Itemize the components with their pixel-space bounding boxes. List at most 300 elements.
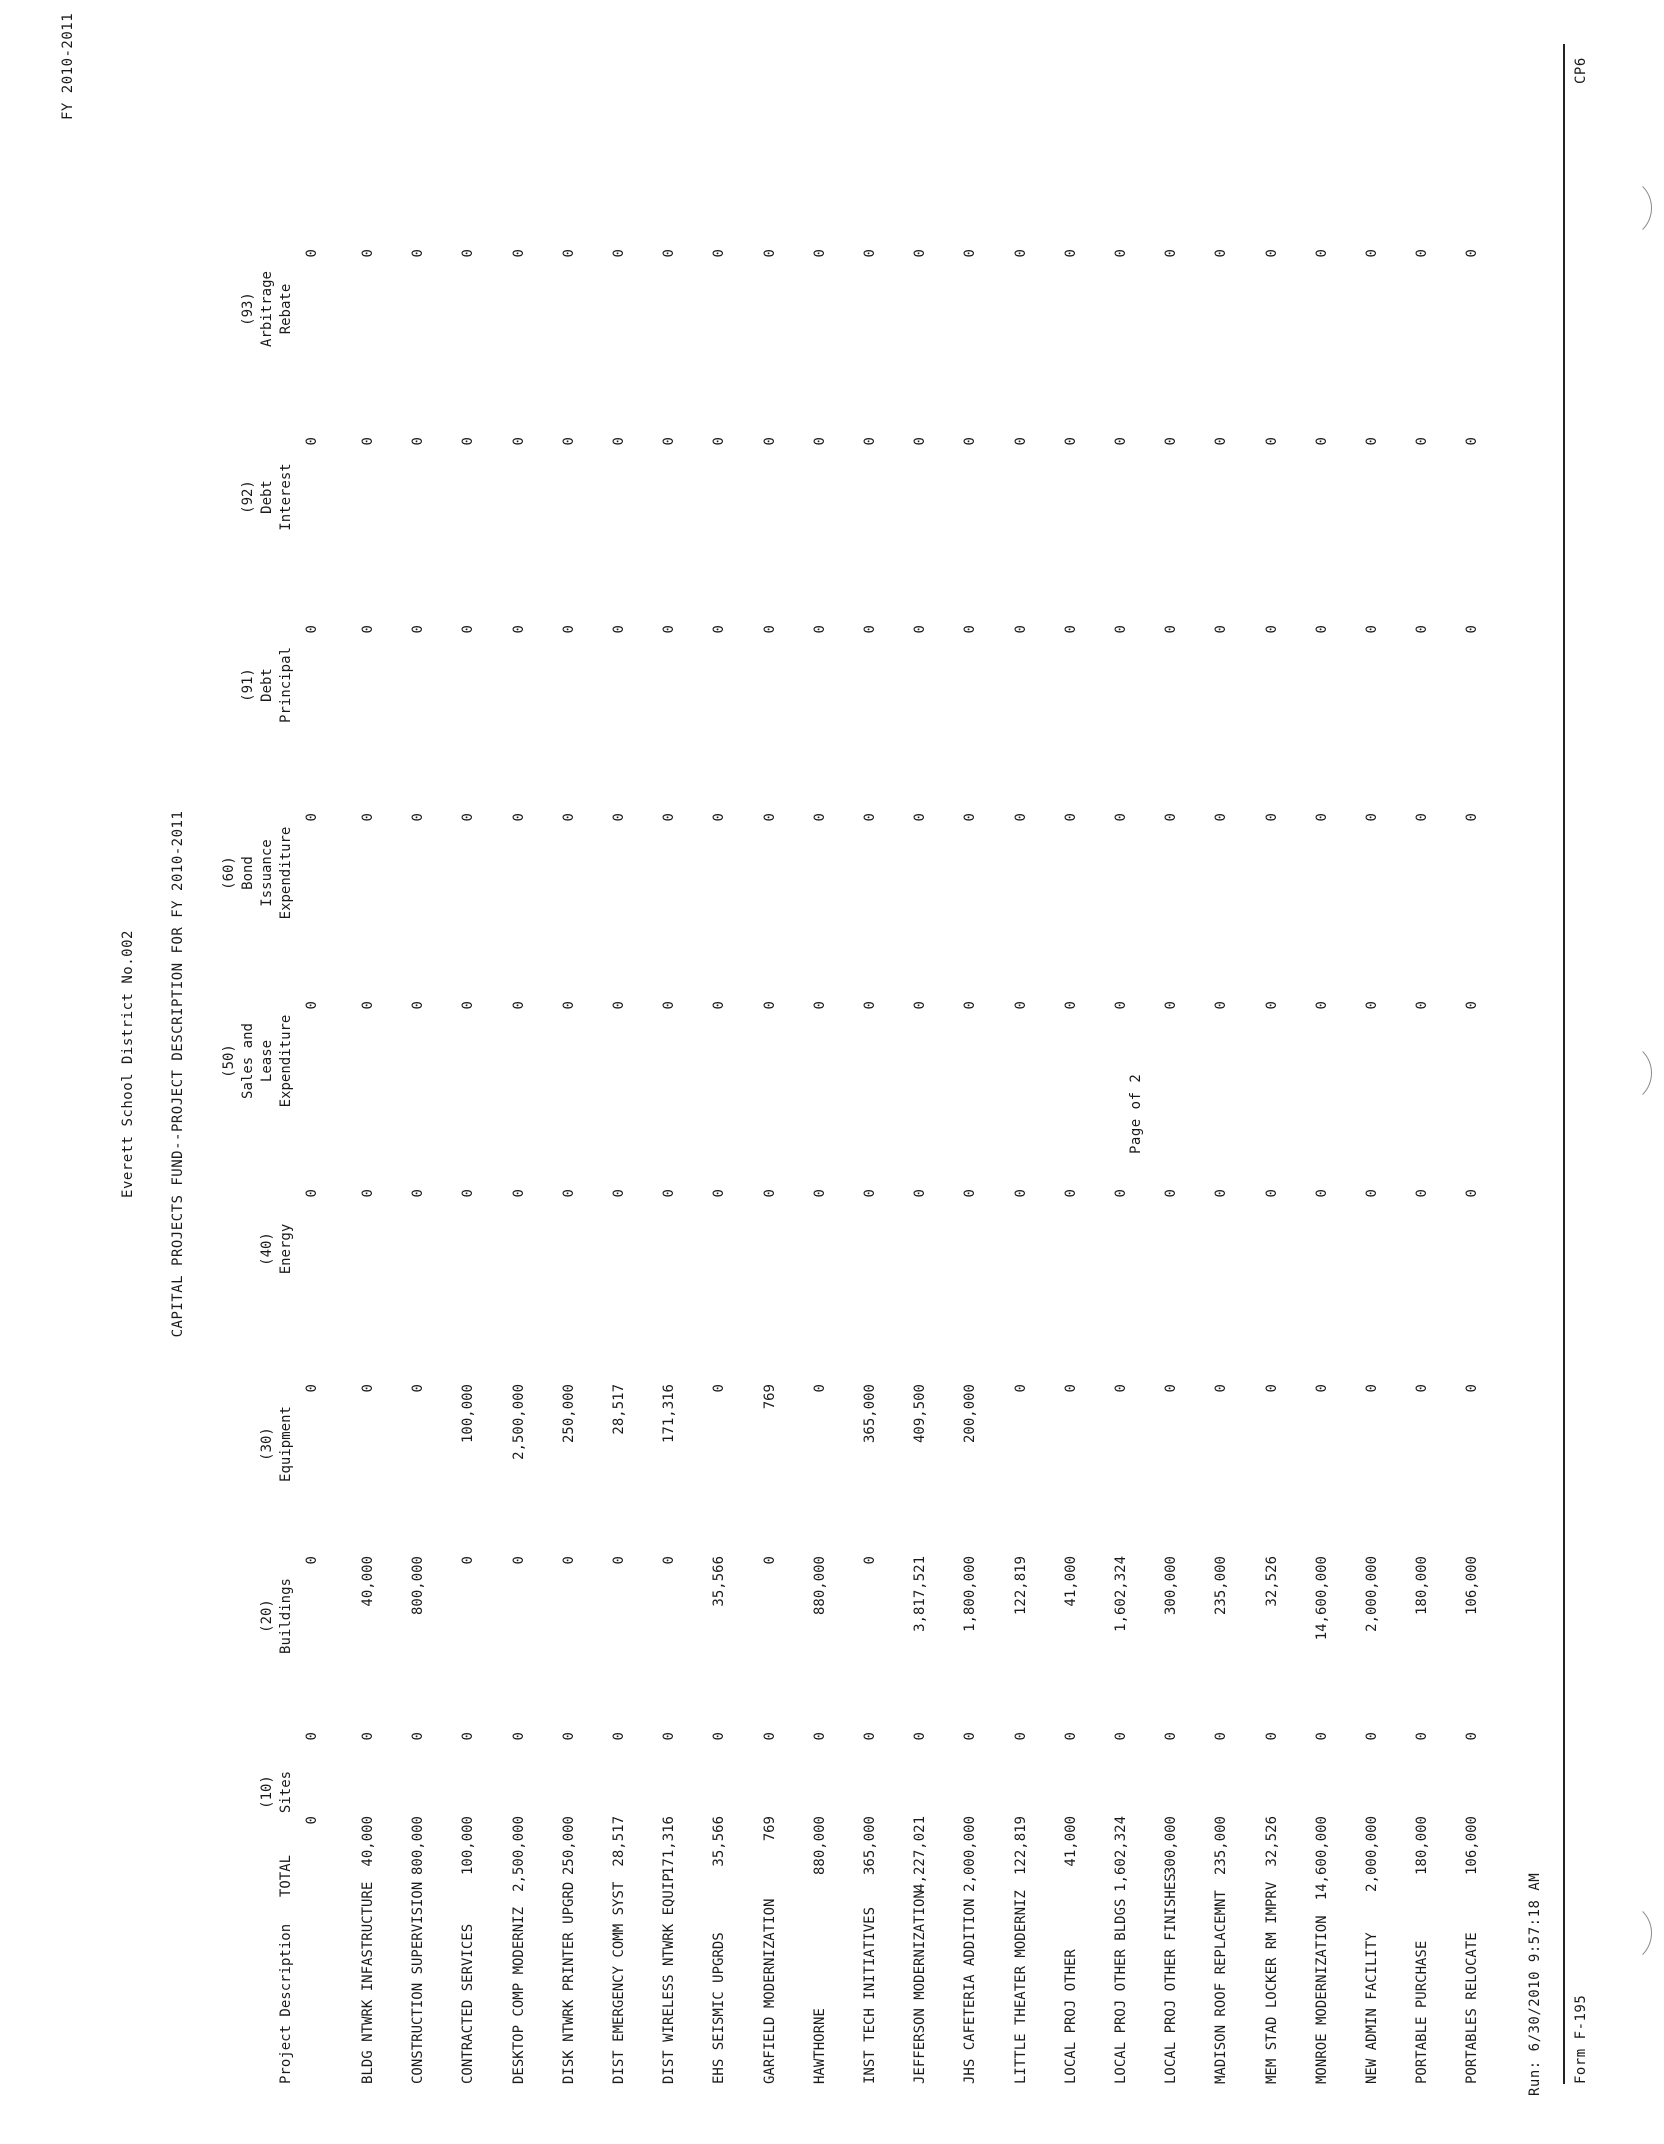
amount-cell-c10: 0 <box>1464 1732 1481 1741</box>
amount-cell-c30: 0 <box>1213 1384 1230 1393</box>
amount-cell-total: 171,316 <box>661 1816 678 1876</box>
amount-cell-c93: 0 <box>912 249 929 258</box>
amount-cell-c10: 0 <box>962 1732 979 1741</box>
amount-cell-c20: 0 <box>661 1556 678 1565</box>
amount-cell-c92: 0 <box>460 437 477 446</box>
amount-cell-c40: 0 <box>912 1189 929 1198</box>
header-zero-cell: 0 <box>304 1001 320 1010</box>
column-header-line: (10) <box>259 1775 275 1809</box>
amount-cell-c92: 0 <box>1062 437 1079 446</box>
amount-cell-c10: 0 <box>510 1732 527 1741</box>
amount-cell-c20: 106,000 <box>1464 1556 1481 1616</box>
amount-cell-c93: 0 <box>1414 249 1431 258</box>
amount-cell-c50: 0 <box>560 1001 577 1010</box>
amount-cell-c91: 0 <box>460 625 477 634</box>
amount-cell-c92: 0 <box>912 437 929 446</box>
amount-cell-c10: 0 <box>1163 1732 1180 1741</box>
amount-cell-c60: 0 <box>811 813 828 822</box>
column-header-c40 <box>258 1169 296 1329</box>
amount-cell-c40: 0 <box>1163 1189 1180 1198</box>
amount-cell-c20: 0 <box>560 1556 577 1565</box>
amount-cell-c92: 0 <box>1012 437 1029 446</box>
amount-cell-c92: 0 <box>1263 437 1280 446</box>
project-description-cell: LOCAL PROJ OTHER FINISHES <box>1163 1873 1180 2084</box>
amount-cell-c10: 0 <box>811 1732 828 1741</box>
amount-cell-c10: 0 <box>1364 1732 1380 1741</box>
amount-cell-c93: 0 <box>1464 249 1481 258</box>
amount-cell-c10: 0 <box>410 1732 427 1741</box>
project-description-cell: GARFIELD MODERNIZATION <box>761 1898 778 2084</box>
amount-cell-c91: 0 <box>1012 625 1029 634</box>
amount-cell-total: 2,000,000 <box>962 1816 979 1892</box>
column-header-line: Sites <box>278 1770 294 1814</box>
amount-cell-c60: 0 <box>1464 813 1481 822</box>
amount-cell-c40: 0 <box>962 1189 979 1198</box>
amount-cell-c40: 0 <box>460 1189 477 1198</box>
amount-cell-total: 41,000 <box>1062 1816 1079 1867</box>
amount-cell-c60: 0 <box>962 813 979 822</box>
footer-code: CP6 <box>1573 57 1589 84</box>
amount-cell-total: 28,517 <box>611 1816 627 1867</box>
amount-cell-c93: 0 <box>1364 249 1380 258</box>
amount-cell-c30: 0 <box>711 1384 728 1393</box>
amount-cell-c40: 0 <box>1213 1189 1230 1198</box>
column-header-line: (91) <box>240 668 256 702</box>
column-header-line: (30) <box>259 1427 275 1461</box>
project-description-cell: CONTRACTED SERVICES <box>460 1923 477 2084</box>
amount-cell-c20: 880,000 <box>811 1556 828 1616</box>
project-description-cell: MEM STAD LOCKER RM IMPRV <box>1263 1881 1280 2084</box>
amount-cell-c91: 0 <box>1364 625 1380 634</box>
header-zero-cell: 0 <box>304 813 320 822</box>
amount-cell-c30: 28,517 <box>611 1384 627 1435</box>
amount-cell-c92: 0 <box>811 437 828 446</box>
column-header-line: Bond <box>240 856 256 890</box>
amount-cell-c92: 0 <box>661 437 678 446</box>
amount-cell-c30: 100,000 <box>460 1384 477 1444</box>
column-header-line: (93) <box>240 292 256 326</box>
amount-cell-c92: 0 <box>862 437 878 446</box>
project-description-cell: JHS CAFETERIA ADDITION <box>962 1898 979 2084</box>
amount-cell-c50: 0 <box>1364 1001 1380 1010</box>
amount-cell-c50: 0 <box>1263 1001 1280 1010</box>
amount-cell-c30: 0 <box>1113 1384 1129 1393</box>
amount-cell-c10: 0 <box>611 1732 627 1741</box>
amount-cell-c10: 0 <box>912 1732 929 1741</box>
amount-cell-c20: 0 <box>761 1556 778 1565</box>
page-number: Page of 2 <box>1128 1073 1144 1154</box>
amount-cell-c30: 0 <box>1414 1384 1431 1393</box>
amount-cell-total: 235,000 <box>1213 1816 1230 1876</box>
amount-cell-c20: 3,817,521 <box>912 1556 929 1632</box>
amount-cell-c93: 0 <box>460 249 477 258</box>
header-zero-cell: 0 <box>304 1816 320 1825</box>
amount-cell-c30: 171,316 <box>661 1384 678 1444</box>
amount-cell-c60: 0 <box>611 813 627 822</box>
amount-cell-c30: 409,500 <box>912 1384 929 1444</box>
project-description-cell: MADISON ROOF REPLACEMNT <box>1213 1890 1230 2084</box>
amount-cell-c20: 0 <box>862 1556 878 1565</box>
amount-cell-c50: 0 <box>1062 1001 1079 1010</box>
amount-cell-c93: 0 <box>360 249 376 258</box>
column-header-line: Equipment <box>278 1406 294 1482</box>
amount-cell-c40: 0 <box>1062 1189 1079 1198</box>
column-header-line: Sales and <box>240 1023 256 1099</box>
amount-cell-c10: 0 <box>661 1732 678 1741</box>
column-header-line: Buildings <box>278 1578 294 1654</box>
project-description-cell: CONSTRUCTION SUPERVISION <box>410 1881 427 2084</box>
amount-cell-c91: 0 <box>1062 625 1079 634</box>
amount-cell-c30: 365,000 <box>862 1384 878 1444</box>
amount-cell-c20: 0 <box>510 1556 527 1565</box>
amount-cell-c93: 0 <box>962 249 979 258</box>
amount-cell-c60: 0 <box>460 813 477 822</box>
fiscal-year-label: FY 2010-2011 <box>60 12 76 120</box>
amount-cell-c20: 1,800,000 <box>962 1556 979 1632</box>
column-header-line: Issuance <box>259 839 275 907</box>
column-header-line: Principal <box>278 647 294 723</box>
amount-cell-c50: 0 <box>1313 1001 1330 1010</box>
amount-cell-c40: 0 <box>1012 1189 1029 1198</box>
amount-cell-total: 769 <box>761 1816 778 1842</box>
amount-cell-c91: 0 <box>410 625 427 634</box>
amount-cell-c91: 0 <box>560 625 577 634</box>
amount-cell-c50: 0 <box>962 1001 979 1010</box>
amount-cell-c60: 0 <box>661 813 678 822</box>
amount-cell-c40: 0 <box>1263 1189 1280 1198</box>
amount-cell-c93: 0 <box>661 249 678 258</box>
column-header-c20 <box>258 1536 296 1696</box>
amount-cell-c40: 0 <box>1113 1189 1129 1198</box>
amount-cell-c50: 0 <box>1163 1001 1180 1010</box>
amount-cell-c10: 0 <box>1012 1732 1029 1741</box>
amount-cell-c20: 180,000 <box>1414 1556 1431 1616</box>
amount-cell-c60: 0 <box>1163 813 1180 822</box>
amount-cell-c50: 0 <box>611 1001 627 1010</box>
amount-cell-total: 122,819 <box>1012 1816 1029 1876</box>
column-header-line: (20) <box>259 1599 275 1633</box>
amount-cell-c60: 0 <box>510 813 527 822</box>
amount-cell-c50: 0 <box>711 1001 728 1010</box>
amount-cell-c93: 0 <box>1313 249 1330 258</box>
amount-cell-c60: 0 <box>1213 813 1230 822</box>
header-zero-cell: 0 <box>304 625 320 634</box>
amount-cell-c40: 0 <box>862 1189 878 1198</box>
amount-cell-c10: 0 <box>711 1732 728 1741</box>
amount-cell-c60: 0 <box>761 813 778 822</box>
amount-cell-c92: 0 <box>510 437 527 446</box>
amount-cell-c91: 0 <box>862 625 878 634</box>
amount-cell-total: 35,566 <box>711 1816 728 1867</box>
project-description-cell: PORTABLE PURCHASE <box>1414 1940 1431 2084</box>
amount-cell-c20: 32,526 <box>1263 1556 1280 1607</box>
amount-cell-c40: 0 <box>510 1189 527 1198</box>
column-header-c60 <box>220 793 296 953</box>
project-description-cell: HAWTHORNE <box>811 2008 828 2084</box>
amount-cell-c60: 0 <box>1364 813 1380 822</box>
column-header-line: (92) <box>240 480 256 514</box>
amount-cell-c93: 0 <box>1163 249 1180 258</box>
column-header-line: Lease <box>259 1039 275 1083</box>
column-header-line: Debt <box>259 668 275 702</box>
amount-cell-c50: 0 <box>1213 1001 1230 1010</box>
column-header-line: (50) <box>221 1044 237 1078</box>
amount-cell-c10: 0 <box>1062 1732 1079 1741</box>
column-header-line: Expenditure <box>278 826 294 920</box>
amount-cell-c93: 0 <box>510 249 527 258</box>
amount-cell-c40: 0 <box>811 1189 828 1198</box>
amount-cell-c93: 0 <box>811 249 828 258</box>
amount-cell-c93: 0 <box>410 249 427 258</box>
amount-cell-c91: 0 <box>1163 625 1180 634</box>
amount-cell-c92: 0 <box>1364 437 1380 446</box>
amount-cell-c91: 0 <box>1213 625 1230 634</box>
amount-cell-c60: 0 <box>410 813 427 822</box>
run-timestamp: Run: 6/30/2010 9:57:18 AM <box>1527 1872 1543 2096</box>
amount-cell-c91: 0 <box>1113 625 1129 634</box>
amount-cell-c40: 0 <box>1313 1189 1330 1198</box>
amount-cell-total: 32,526 <box>1263 1816 1280 1867</box>
project-description-cell: PORTABLES RELOCATE <box>1464 1932 1481 2084</box>
punch-hole-mark <box>1590 1042 1652 1104</box>
amount-cell-c40: 0 <box>661 1189 678 1198</box>
amount-cell-total: 180,000 <box>1414 1816 1431 1876</box>
column-header-line: Rebate <box>278 283 294 335</box>
header-zero-cell: 0 <box>304 249 320 258</box>
amount-cell-c93: 0 <box>611 249 627 258</box>
column-header-line: Interest <box>278 463 294 531</box>
amount-cell-c50: 0 <box>1113 1001 1129 1010</box>
amount-cell-c91: 0 <box>912 625 929 634</box>
amount-cell-c30: 0 <box>360 1384 376 1393</box>
amount-cell-c30: 769 <box>761 1384 778 1410</box>
amount-cell-total: 4,227,021 <box>912 1816 929 1892</box>
amount-cell-c20: 1,602,324 <box>1113 1556 1129 1632</box>
amount-cell-c20: 0 <box>460 1556 477 1565</box>
amount-cell-c92: 0 <box>711 437 728 446</box>
amount-cell-total: 40,000 <box>360 1816 376 1867</box>
amount-cell-c50: 0 <box>761 1001 778 1010</box>
amount-cell-c92: 0 <box>1313 437 1330 446</box>
amount-cell-c30: 0 <box>811 1384 828 1393</box>
report-title: CAPITAL PROJECTS FUND--PROJECT DESCRIPTION FOR FY 2010-2011 <box>170 810 186 1338</box>
amount-cell-c10: 0 <box>1113 1732 1129 1741</box>
amount-cell-c91: 0 <box>761 625 778 634</box>
amount-cell-c92: 0 <box>761 437 778 446</box>
column-header-line: Arbitrage <box>259 271 275 347</box>
footer-rule <box>1563 44 1565 2084</box>
amount-cell-c93: 0 <box>1012 249 1029 258</box>
amount-cell-c60: 0 <box>862 813 878 822</box>
amount-cell-c10: 0 <box>1414 1732 1431 1741</box>
header-zero-cell: 0 <box>304 1732 320 1741</box>
amount-cell-c40: 0 <box>560 1189 577 1198</box>
amount-cell-c91: 0 <box>1263 625 1280 634</box>
amount-cell-c91: 0 <box>1313 625 1330 634</box>
amount-cell-c93: 0 <box>1213 249 1230 258</box>
amount-cell-c30: 0 <box>410 1384 427 1393</box>
column-header-c30 <box>258 1364 296 1524</box>
amount-cell-c92: 0 <box>1163 437 1180 446</box>
amount-cell-c50: 0 <box>862 1001 878 1010</box>
amount-cell-c91: 0 <box>962 625 979 634</box>
amount-cell-c10: 0 <box>360 1732 376 1741</box>
amount-cell-c93: 0 <box>1113 249 1129 258</box>
amount-cell-c60: 0 <box>1113 813 1129 822</box>
amount-cell-c40: 0 <box>1464 1189 1481 1198</box>
amount-cell-c40: 0 <box>611 1189 627 1198</box>
amount-cell-c40: 0 <box>711 1189 728 1198</box>
amount-cell-c10: 0 <box>1313 1732 1330 1741</box>
amount-cell-total: 14,600,000 <box>1313 1816 1330 1901</box>
amount-cell-c93: 0 <box>1062 249 1079 258</box>
amount-cell-c60: 0 <box>560 813 577 822</box>
project-description-cell: INST TECH INITIATIVES <box>862 1906 878 2084</box>
project-description-cell: BLDG NTWRK INFASTRUCTURE <box>360 1881 376 2084</box>
column-header-line: Project Description <box>278 1923 294 2084</box>
amount-cell-c10: 0 <box>1213 1732 1230 1741</box>
amount-cell-c50: 0 <box>510 1001 527 1010</box>
amount-cell-total: 880,000 <box>811 1816 828 1876</box>
column-header-c91 <box>239 605 296 765</box>
column-header-line: (60) <box>221 856 237 890</box>
amount-cell-c50: 0 <box>1414 1001 1431 1010</box>
project-description-cell: MONROE MODERNIZATION <box>1313 1915 1330 2084</box>
project-description-cell: LOCAL PROJ OTHER BLDGS <box>1113 1898 1129 2084</box>
amount-cell-c60: 0 <box>1313 813 1330 822</box>
project-description-cell: EHS SEISMIC UPGRDS <box>711 1932 728 2084</box>
amount-cell-c20: 2,000,000 <box>1364 1556 1380 1632</box>
amount-cell-c60: 0 <box>711 813 728 822</box>
column-header-c93 <box>239 229 296 389</box>
amount-cell-c20: 300,000 <box>1163 1556 1180 1616</box>
punch-hole-mark <box>1590 177 1652 239</box>
amount-cell-c91: 0 <box>510 625 527 634</box>
column-header-line: TOTAL <box>278 1854 294 1898</box>
column-header-line: Debt <box>259 480 275 514</box>
amount-cell-c10: 0 <box>1263 1732 1280 1741</box>
amount-cell-c91: 0 <box>661 625 678 634</box>
column-header-c10 <box>258 1712 296 1872</box>
amount-cell-c30: 250,000 <box>560 1384 577 1444</box>
amount-cell-c92: 0 <box>1213 437 1230 446</box>
amount-cell-c91: 0 <box>811 625 828 634</box>
amount-cell-c20: 800,000 <box>410 1556 427 1616</box>
amount-cell-c50: 0 <box>661 1001 678 1010</box>
amount-cell-c50: 0 <box>410 1001 427 1010</box>
header-zero-cell: 0 <box>304 437 320 446</box>
amount-cell-c40: 0 <box>1414 1189 1431 1198</box>
amount-cell-c92: 0 <box>560 437 577 446</box>
amount-cell-c40: 0 <box>1364 1189 1380 1198</box>
column-header-line: (40) <box>259 1232 275 1266</box>
column-header-c92 <box>239 417 296 577</box>
project-description-cell: DIST EMERGENCY COMM SYST <box>611 1881 627 2084</box>
header-zero-cell: 0 <box>304 1384 320 1393</box>
amount-cell-c93: 0 <box>560 249 577 258</box>
project-description-cell: NEW ADMIN FACILITY <box>1364 1932 1380 2084</box>
punch-hole-mark <box>1590 1902 1652 1964</box>
project-description-cell: DISK NTWRK PRINTER UPGRD <box>560 1881 577 2084</box>
amount-cell-c40: 0 <box>360 1189 376 1198</box>
amount-cell-c20: 122,819 <box>1012 1556 1029 1616</box>
column-header-c50 <box>220 981 296 1141</box>
form-number: Form F-195 <box>1573 1994 1589 2084</box>
project-description-cell: JEFFERSON MODERNIZATION <box>912 1890 929 2084</box>
amount-cell-c60: 0 <box>912 813 929 822</box>
amount-cell-c30: 200,000 <box>962 1384 979 1444</box>
amount-cell-c30: 2,500,000 <box>510 1384 527 1460</box>
amount-cell-c93: 0 <box>862 249 878 258</box>
project-description-cell: LITTLE THEATER MODERNIZ <box>1012 1890 1029 2084</box>
amount-cell-c20: 41,000 <box>1062 1556 1079 1607</box>
header-zero-cell: 0 <box>304 1556 320 1565</box>
amount-cell-total: 2,500,000 <box>510 1816 527 1892</box>
amount-cell-c91: 0 <box>1414 625 1431 634</box>
amount-cell-c30: 0 <box>1464 1384 1481 1393</box>
amount-cell-c91: 0 <box>360 625 376 634</box>
amount-cell-total: 365,000 <box>862 1816 878 1876</box>
amount-cell-c92: 0 <box>1414 437 1431 446</box>
amount-cell-c30: 0 <box>1263 1384 1280 1393</box>
amount-cell-total: 800,000 <box>410 1816 427 1876</box>
amount-cell-c20: 14,600,000 <box>1313 1556 1330 1641</box>
amount-cell-c93: 0 <box>1263 249 1280 258</box>
amount-cell-c60: 0 <box>360 813 376 822</box>
amount-cell-c92: 0 <box>611 437 627 446</box>
amount-cell-c60: 0 <box>1062 813 1079 822</box>
amount-cell-c40: 0 <box>410 1189 427 1198</box>
amount-cell-c10: 0 <box>460 1732 477 1741</box>
amount-cell-c20: 40,000 <box>360 1556 376 1607</box>
amount-cell-c30: 0 <box>1364 1384 1380 1393</box>
district-name: Everett School District No.002 <box>120 930 136 1198</box>
amount-cell-c93: 0 <box>761 249 778 258</box>
amount-cell-c40: 0 <box>761 1189 778 1198</box>
amount-cell-total: 300,000 <box>1163 1816 1180 1876</box>
header-zero-cell: 0 <box>304 1189 320 1198</box>
amount-cell-c50: 0 <box>460 1001 477 1010</box>
amount-cell-c20: 0 <box>611 1556 627 1565</box>
amount-cell-c91: 0 <box>711 625 728 634</box>
amount-cell-c92: 0 <box>1464 437 1481 446</box>
amount-cell-c50: 0 <box>912 1001 929 1010</box>
amount-cell-c91: 0 <box>1464 625 1481 634</box>
amount-cell-c92: 0 <box>360 437 376 446</box>
column-header-line: Energy <box>278 1223 294 1275</box>
amount-cell-c50: 0 <box>811 1001 828 1010</box>
amount-cell-total: 250,000 <box>560 1816 577 1876</box>
amount-cell-c92: 0 <box>962 437 979 446</box>
amount-cell-total: 106,000 <box>1464 1816 1481 1876</box>
amount-cell-c30: 0 <box>1163 1384 1180 1393</box>
project-description-cell: DESKTOP COMP MODERNIZ <box>510 1906 527 2084</box>
amount-cell-c50: 0 <box>1464 1001 1481 1010</box>
amount-cell-c50: 0 <box>360 1001 376 1010</box>
amount-cell-c20: 235,000 <box>1213 1556 1230 1616</box>
amount-cell-c30: 0 <box>1062 1384 1079 1393</box>
amount-cell-c10: 0 <box>560 1732 577 1741</box>
amount-cell-c91: 0 <box>611 625 627 634</box>
amount-cell-c30: 0 <box>1313 1384 1330 1393</box>
amount-cell-c93: 0 <box>711 249 728 258</box>
amount-cell-total: 1,602,324 <box>1113 1816 1129 1892</box>
project-description-cell: DIST WIRELESS NTWRK EQUIP <box>661 1873 678 2084</box>
amount-cell-c60: 0 <box>1414 813 1431 822</box>
project-description-cell: LOCAL PROJ OTHER <box>1062 1949 1079 2084</box>
amount-cell-c60: 0 <box>1263 813 1280 822</box>
amount-cell-c30: 0 <box>1012 1384 1029 1393</box>
